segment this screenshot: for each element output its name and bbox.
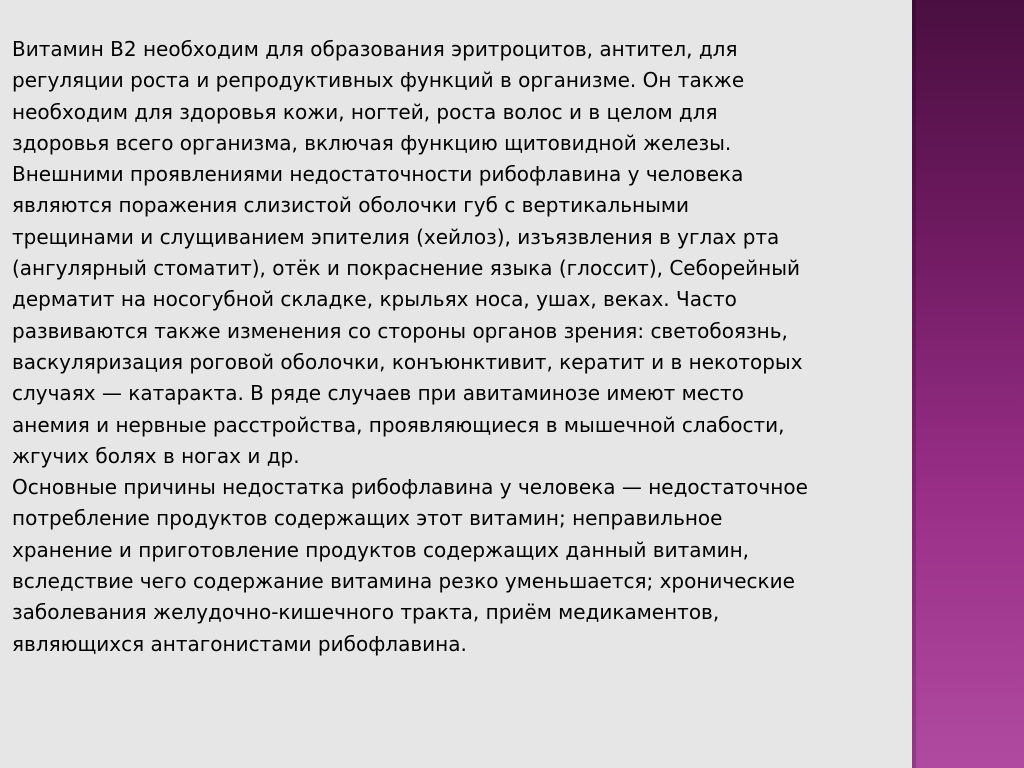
slide-body-text: Витамин B2 необходим для образования эритроцитов, антител, для регуляции роста и репродуктивных функций в организме. Он также необходим для здоровья кожи, ногтей, роста волос и в целом для здоровья всего организма, включая функцию щитовидной железы. Внешними проявлениями недостаточности рибофлавина у человека являются поражения слизистой оболочки губ с вертикальными трещинами и слущиванием эпителия (хейлоз), изъязвления в углах рта (ангулярный стоматит), отёк и покраснение языка (глоссит), Себорейный дерматит на носогубной складке, крыльях носа, ушах, веках. Часто развиваются также изменения со стороны органов зрения: светобоязнь, васкуляризация роговой оболочки, конъюнктивит, кератит и в некоторых случаях — катаракта. В ряде случаев при авитаминозе имеют место анемия и нервные расстройства, проявляющиеся в мышечной слабости, жгучих болях в ногах и др. Основные причины недостатка рибофлавина у человека — недостаточное потребление продуктов содержащих этот витамин; неправильное хранение и приготовление продуктов содержащих данный витамин, вследствие чего содержание витамина резко уменьшается; хронические заболевания желудочно-кишечного тракта, приём медикаментов, являющихся антагонистами рибофлавина.	[12, 37, 808, 656]
decorative-accent-bar	[912, 0, 1024, 768]
